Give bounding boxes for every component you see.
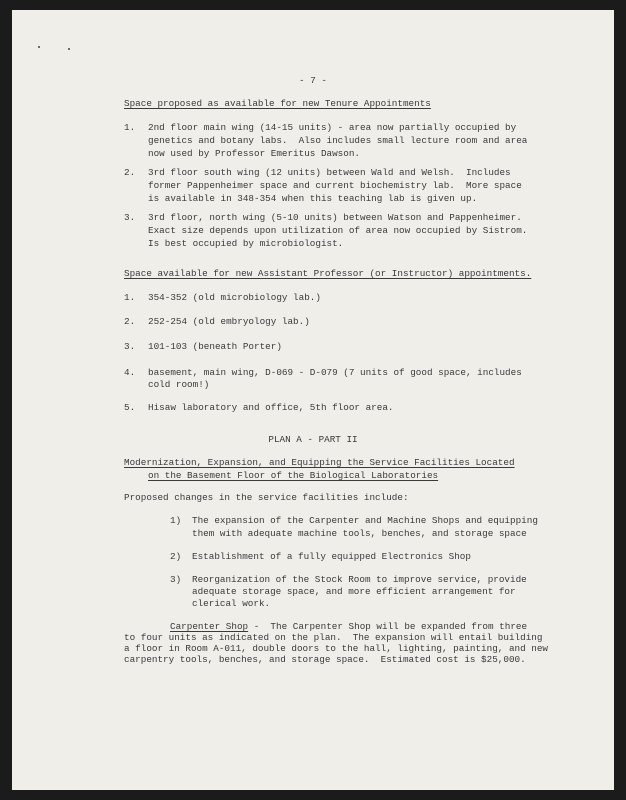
paragraph-line: to four units as indicated on the plan. The expansion will entail building [124,632,543,643]
list-item-text: Hisaw laboratory and office, 5th floor area. [148,402,394,413]
list-item-num: 3. [124,212,136,223]
list-item-text: adequate storage space, and more efficient arrangement for [192,586,516,597]
list-item-text: 3rd floor, north wing (5-10 units) between Watson and Pappenheimer. [148,212,522,223]
list-item-num: 3) [170,574,182,585]
list-item-text: 252-254 (old embryology lab.) [148,316,310,327]
list-item-text: The expansion of the Carpenter and Machine Shops and equipping [192,515,538,526]
paragraph-lead: Carpenter Shop [170,621,249,632]
list-item-text: is available in 348-354 when this teaching lab is given up. [148,193,478,204]
list-item-text: now used by Professor Emeritus Dawson. [148,148,361,159]
section-heading-modernization-cont: on the Basement Floor of the Biological Laboratories [148,470,439,481]
paragraph-first-rest: - The Carpenter Shop will be expanded from three [248,621,528,632]
section-heading-modernization: Modernization, Expansion, and Equipping the Service Facilities Located [124,457,515,468]
list-item-text: 101-103 (beneath Porter) [148,341,282,352]
list-item-text: them with adequate machine tools, benches, and storage space [192,528,527,539]
list-item-num: 2) [170,551,182,562]
plan-title: PLAN A - PART II [268,434,358,445]
section-heading-tenure: Space proposed as available for new Tenure Appointments [124,98,431,109]
list-item-num: 1) [170,515,182,526]
list-item-text: genetics and botany labs. Also includes small lecture room and area [148,135,528,146]
list-item-text: 354-352 (old microbiology lab.) [148,292,321,303]
list-item-text: cold room!) [148,379,210,390]
paragraph-line: carpentry tools, benches, and storage space. Estimated cost is $25,000. [124,654,526,665]
list-item-num: 4. [124,367,136,378]
speck [68,48,70,50]
list-item-text: 3rd floor south wing (12 units) between Wald and Welsh. Includes [148,167,511,178]
list-item-text: Reorganization of the Stock Room to improve service, provide [192,574,527,585]
list-item-num: 2. [124,316,136,327]
list-item-text: Exact size depends upon utilization of area now occupied by Sistrom. [148,225,528,236]
list-item-text: 2nd floor main wing (14-15 units) - area now partially occupied by [148,122,517,133]
list-item-text: Is best occupied by microbiologist. [148,238,344,249]
list-item-text: former Pappenheimer space and current biochemistry lab. More space [148,180,522,191]
list-item-num: 1. [124,122,136,133]
paragraph-line: a floor in Room A-011, double doors to the hall, lighting, painting, and new [124,643,549,654]
list-item-text: basement, main wing, D-069 - D-079 (7 units of good space, includes [148,367,522,378]
list-item-num: 3. [124,341,136,352]
intro-text: Proposed changes in the service facilities include: [124,492,409,503]
list-item-num: 5. [124,402,136,413]
speck [38,46,40,48]
list-item-num: 2. [124,167,136,178]
list-item-text: Establishment of a fully equipped Electronics Shop [192,551,471,562]
page-number: - 7 - [299,75,327,86]
document-page [12,10,614,790]
list-item-num: 1. [124,292,136,303]
list-item-text: clerical work. [192,598,271,609]
section-heading-assistant: Space available for new Assistant Professor (or Instructor) appointments. [124,268,532,279]
